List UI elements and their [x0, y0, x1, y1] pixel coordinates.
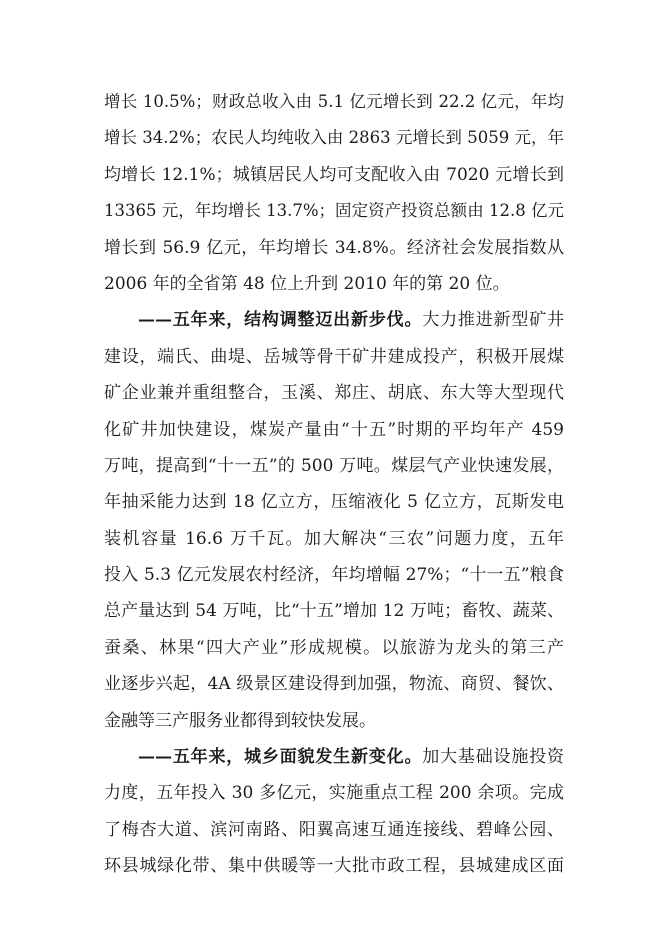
text-run: 大力推进新型矿井: [422, 310, 565, 331]
document-body: [104, 84, 564, 885]
text-line: 增长到 56.9 亿元，年均增长 34.8%。经济社会发展指数从: [104, 237, 564, 258]
text-run: 加大基础设施投资: [422, 747, 565, 768]
paragraph-structural-adjustment: [104, 302, 564, 739]
text-line: [104, 302, 564, 338]
text-line: 力度，五年投入 30 多亿元，实施重点工程 200 余项。完成: [104, 783, 564, 804]
text-line: 13365 元，年均增长 13.7%；固定资产投资总额由 12.8 亿元: [104, 201, 564, 221]
text-line: 业逐步兴起，4A 级景区建设得到加强，物流、商贸、餐饮、: [104, 674, 564, 695]
text-line: 均增长 12.1%；城镇居民人均可支配收入由 7020 元增长到: [104, 164, 564, 185]
paragraph-heading: ——五年来，结构调整迈出新步伐。: [138, 310, 423, 331]
text-line: 金融等三产服务业都得到较快发展。: [104, 710, 376, 731]
text-line: [104, 739, 564, 775]
text-line: 总产量达到 54 万吨，比“十五”增加 12 万吨；畜牧、蔬菜、: [104, 601, 564, 622]
text-line: 蚕桑、林果“四大产业”形成规模。以旅游为龙头的第三产: [104, 637, 564, 658]
text-line: 投入 5.3 亿元发展农村经济，年均增幅 27%；“十一五”粮食: [104, 565, 564, 586]
text-line: 环县城绿化带、集中供暖等一大批市政工程，县城建成区面: [104, 856, 564, 877]
text-line: 增长 10.5%；财政总收入由 5.1 亿元增长到 22.2 亿元，年均: [104, 92, 564, 111]
text-line: 了梅杏大道、滨河南路、阳翼高速互通连接线、碧峰公园、: [104, 819, 564, 840]
text-line: 年抽采能力达到 18 亿立方，压缩液化 5 亿立方，瓦斯发电: [104, 492, 564, 513]
paragraph-urban-rural-change: [104, 739, 564, 885]
paragraph-economic-indicators: [104, 84, 564, 302]
paragraph-heading: ——五年来，城乡面貌发生新变化。: [138, 747, 423, 768]
text-line: 矿企业兼并重组整合，玉溪、郑庄、胡底、东大等大型现代: [104, 383, 564, 404]
text-line: 建设，端氏、曲堤、岳城等骨干矿井建成投产，积极开展煤: [104, 346, 564, 367]
text-line: 增长 34.2%；农民人均纯收入由 2863 元增长到 5059 元，年: [104, 128, 564, 148]
text-line: 装机容量 16.6 万千瓦。加大解决“三农”问题力度，五年: [104, 528, 564, 549]
text-line: 2006 年的全省第 48 位上升到 2010 年的第 20 位。: [104, 273, 510, 294]
text-line: 化矿井加快建设，煤炭产量由“十五”时期的平均年产 459: [104, 419, 564, 440]
text-line: 万吨，提高到“十一五”的 500 万吨。煤层气产业快速发展，: [104, 455, 564, 476]
